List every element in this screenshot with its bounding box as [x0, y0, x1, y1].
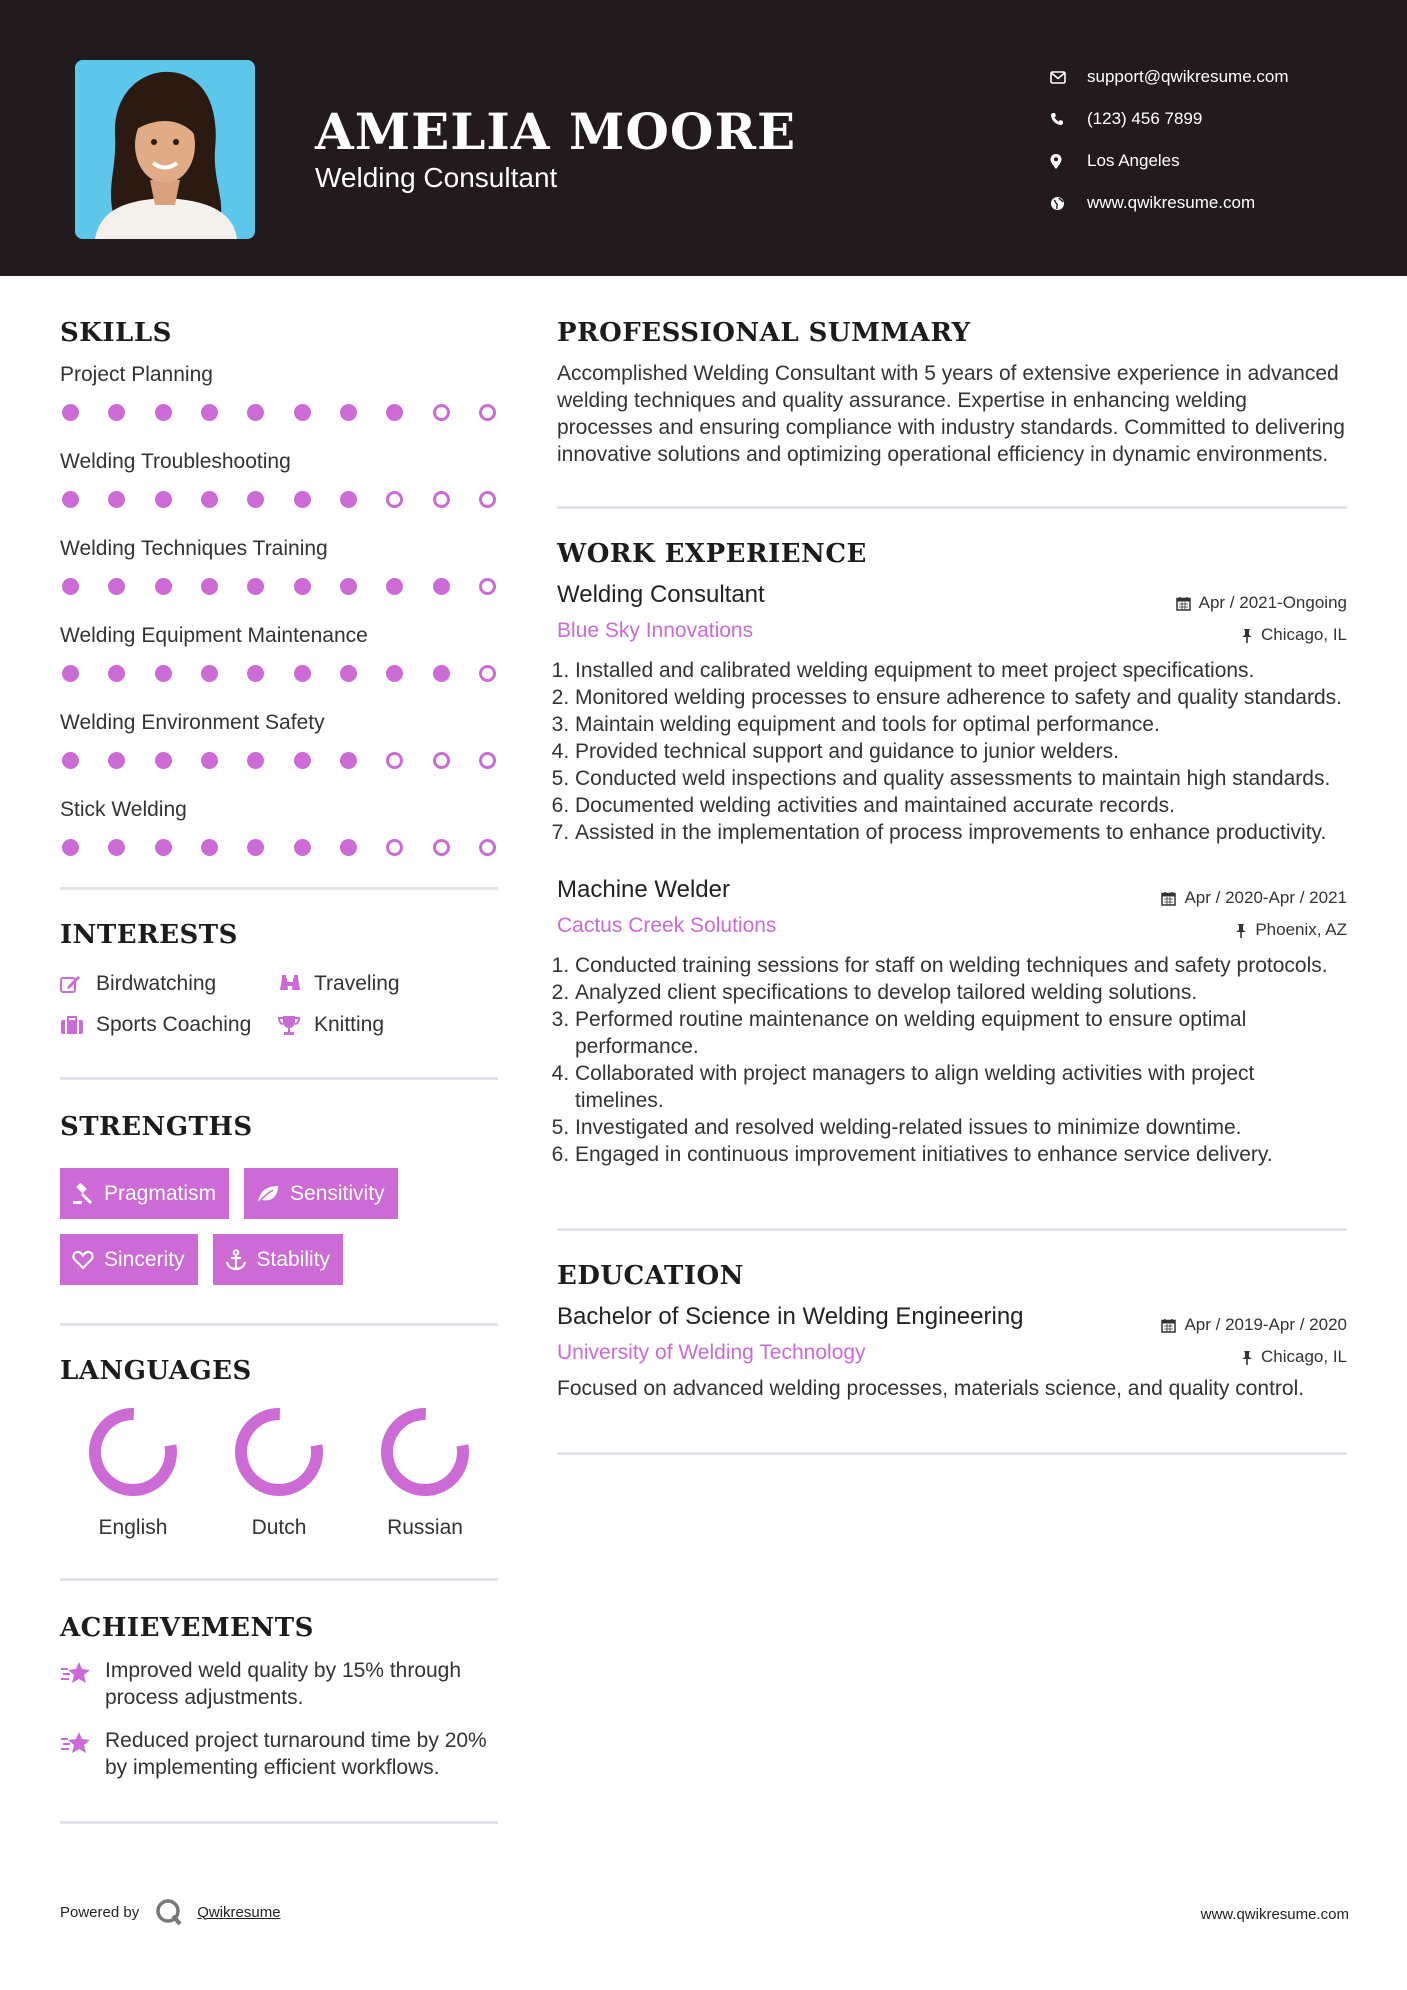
skill-item: [60, 708, 498, 782]
school: University of Welding Technology: [557, 1341, 866, 1364]
language-item: [60, 1406, 206, 1540]
rating-dot-filled: [155, 665, 172, 682]
rating-dot-empty: [479, 665, 496, 682]
interest-label: Sports Coaching: [96, 1013, 252, 1036]
languages-list: [60, 1406, 498, 1540]
footer-url[interactable]: www.qwikresume.com: [1200, 1906, 1349, 1923]
summary-text: Accomplished Welding Consultant with 5 years of extensive experience in advanced welding techniques and quality assurance. Expertise in enhancing welding processes and ensuring compliance with industry standards. Committed to delivering innovative solutions and optimizing operational efficiency in dynamic environments.: [557, 362, 1345, 466]
duty-item: 6. Engaged in continuous improvement initiatives to enhance service delivery.: [575, 1141, 1347, 1168]
rating-dot-filled: [247, 665, 264, 682]
contact-website[interactable]: [1050, 182, 1289, 224]
job-meta: [1176, 587, 1347, 651]
rating-dot-filled: [155, 578, 172, 595]
job-duties: [557, 952, 1347, 1168]
rating-dot-filled: [62, 665, 79, 682]
rating-dot-filled: [108, 752, 125, 769]
strength-chip: [60, 1168, 229, 1219]
pushpin-icon: [1241, 628, 1253, 643]
duty-item: 2. Analyzed client specifications to develop tailored welding solutions.: [575, 979, 1347, 1006]
interest-item: [278, 1013, 498, 1037]
divider: [557, 1228, 1347, 1231]
brand-link[interactable]: Qwikresume: [197, 1903, 281, 1921]
job-dates: Apr / 2020-Apr / 2021: [1184, 888, 1347, 907]
duty-item: 2. Monitored welding processes to ensure adherence to safety and quality standards.: [575, 684, 1347, 711]
gavel-icon: [72, 1183, 94, 1205]
skill-name: Welding Environment Safety: [60, 711, 325, 734]
phone-icon: [1050, 112, 1087, 126]
rating-dot-empty: [433, 839, 450, 856]
rating-dot-empty: [386, 491, 403, 508]
job-meta: [1161, 882, 1347, 946]
rating-dot-empty: [433, 404, 450, 421]
candidate-name: AMELIA MOORE: [315, 102, 797, 161]
rating-dot-empty: [433, 752, 450, 769]
divider: [60, 1578, 498, 1581]
achievement-item: [60, 1657, 498, 1711]
rating-dot-filled: [340, 665, 357, 682]
skill-item: [60, 621, 498, 695]
skill-name: Welding Techniques Training: [60, 537, 328, 560]
leaf-icon: [256, 1184, 280, 1204]
skill-item: [60, 360, 498, 434]
right-column: [557, 318, 1347, 1455]
rating-dot-filled: [155, 404, 172, 421]
rating-dot-empty: [479, 752, 496, 769]
binoculars-icon: [278, 974, 314, 994]
duty-item: 4. Provided technical support and guidance to junior welders.: [575, 738, 1347, 765]
language-level-arc: [89, 1408, 177, 1496]
resume-header: [0, 0, 1407, 276]
briefcase-icon: [60, 1015, 96, 1035]
education-description: Focused on advanced welding processes, materials science, and quality control.: [557, 1377, 1305, 1400]
calendar-icon: [1161, 1318, 1176, 1333]
achievement-text: Reduced project turnaround time by 20% by implementing efficient workflows.: [105, 1729, 487, 1779]
rating-dot-filled: [340, 839, 357, 856]
rating-dot-filled: [247, 839, 264, 856]
divider: [557, 1452, 1347, 1455]
contact-location-text: Los Angeles: [1087, 151, 1180, 170]
rating-dot-filled: [62, 404, 79, 421]
skill-item: [60, 447, 498, 521]
language-item: [206, 1406, 352, 1540]
candidate-title: Welding Consultant: [315, 162, 558, 193]
heart-icon: [72, 1250, 94, 1270]
rating-dot-empty: [479, 578, 496, 595]
calendar-icon: [1176, 596, 1191, 611]
strengths-list: [60, 1168, 498, 1285]
interests-heading: INTERESTS: [60, 920, 238, 950]
job-entry: [557, 581, 1347, 846]
divider: [60, 1821, 498, 1824]
achievements-heading: ACHIEVEMENTS: [60, 1613, 314, 1643]
summary-section: [557, 318, 1347, 468]
duty-item: 1. Conducted training sessions for staff on welding techniques and safety protocols.: [575, 952, 1347, 979]
strength-chip: [60, 1234, 198, 1285]
strength-chip: [213, 1234, 344, 1285]
strengths-heading: STRENGTHS: [60, 1112, 253, 1142]
rating-dot-filled: [155, 491, 172, 508]
skill-rating: [60, 477, 498, 521]
rating-dot-filled: [294, 839, 311, 856]
duty-item: 3. Performed routine maintenance on welding equipment to ensure optimal performance.: [575, 1006, 1347, 1060]
powered-by-text: Powered by: [60, 1903, 140, 1921]
rating-dot-filled: [294, 665, 311, 682]
achievement-item: [60, 1727, 498, 1781]
language-level-ring: [87, 1406, 179, 1498]
qwikresume-logo-icon: [153, 1897, 185, 1927]
job-title: Machine Welder: [557, 876, 730, 903]
rating-dot-filled: [108, 839, 125, 856]
achievements-section: [60, 1613, 498, 1781]
skill-name: Welding Troubleshooting: [60, 450, 291, 473]
skills-list: [60, 360, 498, 869]
contact-location: [1050, 140, 1289, 182]
education-entry: [557, 1303, 1347, 1402]
language-item: [352, 1406, 498, 1540]
rating-dot-empty: [386, 752, 403, 769]
degree: Bachelor of Science in Welding Engineering: [557, 1303, 1024, 1330]
star-icon: [60, 1727, 105, 1781]
duty-item: 4. Collaborated with project managers to align welding activities with project timelines.: [575, 1060, 1347, 1114]
interests-section: [60, 920, 498, 1037]
divider: [60, 1077, 498, 1080]
language-level-ring: [233, 1406, 325, 1498]
rating-dot-filled: [155, 752, 172, 769]
language-level-arc: [235, 1408, 323, 1496]
skill-rating: [60, 390, 498, 434]
skill-rating: [60, 651, 498, 695]
job-title: Welding Consultant: [557, 581, 765, 608]
rating-dot-filled: [340, 752, 357, 769]
rating-dot-filled: [294, 752, 311, 769]
contact-list: [1050, 56, 1289, 224]
calendar-icon: [1161, 891, 1176, 906]
rating-dot-filled: [62, 578, 79, 595]
rating-dot-empty: [479, 491, 496, 508]
star-icon: [60, 1657, 105, 1711]
rating-dot-filled: [294, 491, 311, 508]
footer-powered-by: [60, 1897, 281, 1927]
interest-item: [60, 1013, 278, 1037]
experience-section: [557, 539, 1347, 1168]
skill-rating: [60, 564, 498, 608]
left-column: [60, 318, 498, 1824]
education-section: [557, 1261, 1347, 1402]
language-level-arc: [381, 1408, 469, 1496]
strength-label: Sensitivity: [290, 1181, 385, 1205]
rating-dot-filled: [201, 839, 218, 856]
rating-dot-filled: [201, 578, 218, 595]
interest-label: Birdwatching: [96, 972, 217, 995]
language-label: Dutch: [251, 1516, 307, 1539]
skill-name: Stick Welding: [60, 798, 187, 821]
duty-item: 1. Installed and calibrated welding equipment to meet project specifications.: [575, 657, 1347, 684]
languages-heading: LANGUAGES: [60, 1356, 252, 1386]
rating-dot-filled: [386, 665, 403, 682]
divider: [60, 887, 498, 890]
rating-dot-filled: [340, 404, 357, 421]
rating-dot-filled: [201, 752, 218, 769]
rating-dot-filled: [340, 491, 357, 508]
duty-item: 6. Documented welding activities and maintained accurate records.: [575, 792, 1347, 819]
contact-email-text: support@qwikresume.com: [1087, 67, 1289, 86]
skill-name: Welding Equipment Maintenance: [60, 624, 368, 647]
rating-dot-filled: [201, 665, 218, 682]
duty-item: 7. Assisted in the implementation of process improvements to enhance productivity.: [575, 819, 1347, 846]
rating-dot-empty: [479, 839, 496, 856]
job-company: Cactus Creek Solutions: [557, 914, 777, 937]
duty-item: 3. Maintain welding equipment and tools for optimal performance.: [575, 711, 1347, 738]
rating-dot-filled: [108, 578, 125, 595]
map-pin-icon: [1050, 154, 1087, 169]
duty-item: 5. Conducted weld inspections and quality assessments to maintain high standards.: [575, 765, 1347, 792]
rating-dot-filled: [62, 752, 79, 769]
skills-section: [60, 318, 498, 869]
rating-dot-empty: [386, 839, 403, 856]
strengths-section: [60, 1112, 498, 1285]
rating-dot-filled: [108, 404, 125, 421]
anchor-icon: [225, 1249, 247, 1271]
job-dates: Apr / 2021-Ongoing: [1198, 593, 1347, 612]
rating-dot-filled: [201, 404, 218, 421]
rating-dot-filled: [155, 839, 172, 856]
experience-heading: WORK EXPERIENCE: [557, 539, 867, 569]
job-duties: [557, 657, 1347, 846]
job-location: Chicago, IL: [1261, 625, 1347, 644]
rating-dot-filled: [247, 752, 264, 769]
interest-item: [60, 972, 278, 996]
skill-rating: [60, 825, 498, 869]
rating-dot-filled: [340, 578, 357, 595]
divider: [60, 1323, 498, 1326]
interests-list: [60, 972, 498, 1037]
rating-dot-filled: [433, 578, 450, 595]
education-dates: Apr / 2019-Apr / 2020: [1184, 1315, 1347, 1334]
job-entry: [557, 876, 1347, 1168]
interest-label: Traveling: [314, 972, 400, 995]
rating-dot-filled: [201, 491, 218, 508]
duty-item: 5. Investigated and resolved welding-related issues to minimize downtime.: [575, 1114, 1347, 1141]
interest-item: [278, 972, 498, 996]
job-location: Phoenix, AZ: [1255, 920, 1347, 939]
summary-heading: PROFESSIONAL SUMMARY: [557, 318, 971, 348]
education-meta: [1161, 1309, 1347, 1373]
languages-section: [60, 1356, 498, 1540]
divider: [557, 506, 1347, 509]
envelope-icon: [1050, 71, 1087, 84]
pushpin-icon: [1235, 923, 1247, 938]
contact-email[interactable]: [1050, 56, 1289, 98]
strength-label: Pragmatism: [104, 1181, 217, 1205]
education-heading: EDUCATION: [557, 1261, 744, 1291]
language-level-ring: [379, 1406, 471, 1498]
skill-item: [60, 534, 498, 608]
pencil-square-icon: [60, 974, 96, 994]
globe-icon: [1050, 196, 1087, 211]
achievement-text: Improved weld quality by 15% through process adjustments.: [105, 1659, 462, 1709]
contact-phone[interactable]: [1050, 98, 1289, 140]
education-location: Chicago, IL: [1261, 1347, 1347, 1366]
trophy-icon: [278, 1014, 314, 1036]
skill-name: Project Planning: [60, 363, 213, 386]
rating-dot-filled: [62, 839, 79, 856]
rating-dot-filled: [108, 491, 125, 508]
rating-dot-empty: [479, 404, 496, 421]
rating-dot-filled: [433, 665, 450, 682]
skills-heading: SKILLS: [60, 318, 172, 348]
strength-label: Stability: [256, 1247, 331, 1271]
rating-dot-filled: [247, 578, 264, 595]
strength-chip: [244, 1168, 398, 1219]
rating-dot-filled: [386, 404, 403, 421]
skill-rating: [60, 738, 498, 782]
rating-dot-filled: [247, 404, 264, 421]
contact-phone-text: (123) 456 7899: [1087, 109, 1203, 128]
rating-dot-filled: [108, 665, 125, 682]
contact-website-text: www.qwikresume.com: [1087, 193, 1256, 212]
job-company: Blue Sky Innovations: [557, 619, 754, 642]
skill-item: [60, 795, 498, 869]
rating-dot-filled: [247, 491, 264, 508]
rating-dot-filled: [62, 491, 79, 508]
rating-dot-empty: [433, 491, 450, 508]
rating-dot-filled: [386, 578, 403, 595]
strength-label: Sincerity: [104, 1247, 185, 1271]
profile-photo: [75, 60, 255, 239]
rating-dot-filled: [294, 578, 311, 595]
interest-label: Knitting: [314, 1013, 385, 1036]
rating-dot-filled: [294, 404, 311, 421]
language-label: Russian: [387, 1516, 463, 1539]
language-label: English: [98, 1516, 168, 1539]
pushpin-icon: [1241, 1350, 1253, 1365]
